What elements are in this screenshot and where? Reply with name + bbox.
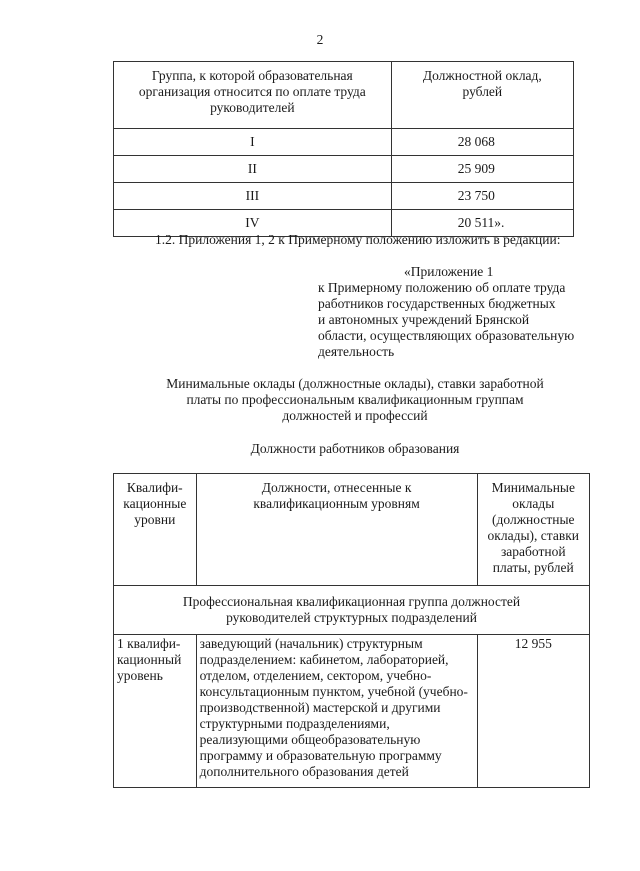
group-cell: IV [114,210,392,237]
salary-cell: 25 909 [391,156,573,183]
appendix-line: деятельность [318,344,395,359]
heading-line: должностей и профессий [282,408,428,423]
qualification-level-cell: 1 квалифи-кационный уровень [114,635,197,788]
appendix-line: области, осуществляющих образовательную [318,328,575,343]
column-header-positions: Должности, отнесенные к квалификационным уровням [196,474,477,586]
document-heading [0,376,640,424]
salary-cell: 23 750 [391,183,573,210]
table-row [114,635,590,788]
table-header-row [114,474,590,586]
salary-by-group-table [113,61,574,237]
table-header-row [114,62,574,129]
page-number: 2 [316,32,324,47]
group-title-cell: Профессиональная квалификационная группа должностей руководителей структурных подразделений [114,586,590,635]
salary-cell: 28 068 [391,129,573,156]
appendix-header [318,264,608,360]
group-row [114,586,590,635]
positions-cell: заведующий (начальник) структурным подразделением: кабинетом, лабораторией, отделом, отделением, сектором, учебно-консультационным пунктом, учебной (учебно-производственной) мастерской и другими структурными подразделениями, реализующими общеобразовательную программу и образовательную программу дополнительного образования детей [196,635,477,788]
group-cell: III [114,183,392,210]
appendix-title: «Приложение 1 [404,264,494,279]
column-header-group: Группа, к которой образовательная организация относится по оплате труда руководителей [114,62,392,129]
appendix-line: работников государственных бюджетных [318,296,556,311]
amendment-paragraph: 1.2. Приложения 1, 2 к Примерному положению изложить в редакции: [155,232,561,247]
appendix-line: к Примерному положению об оплате труда [318,280,566,295]
group-cell: II [114,156,392,183]
table-row [114,156,574,183]
column-header-levels: Квалифи-кационные уровни [114,474,197,586]
group-cell: I [114,129,392,156]
education-positions-table [113,473,590,788]
heading-line: Минимальные оклады (должностные оклады), ставки заработной [166,376,544,391]
section-subheading: Должности работников образования [250,441,460,456]
heading-line: платы по профессиональным квалификационным группам [186,392,524,407]
column-header-salary: Должностной оклад, рублей [391,62,573,129]
table-row [114,183,574,210]
appendix-line: и автономных учреждений Брянской [318,312,530,327]
salary-cell: 20 511». [391,210,573,237]
min-salary-cell: 12 955 [477,635,589,788]
table-row [114,129,574,156]
column-header-min-salary: Минимальные оклады (должностные оклады), ставки заработной платы, рублей [477,474,589,586]
